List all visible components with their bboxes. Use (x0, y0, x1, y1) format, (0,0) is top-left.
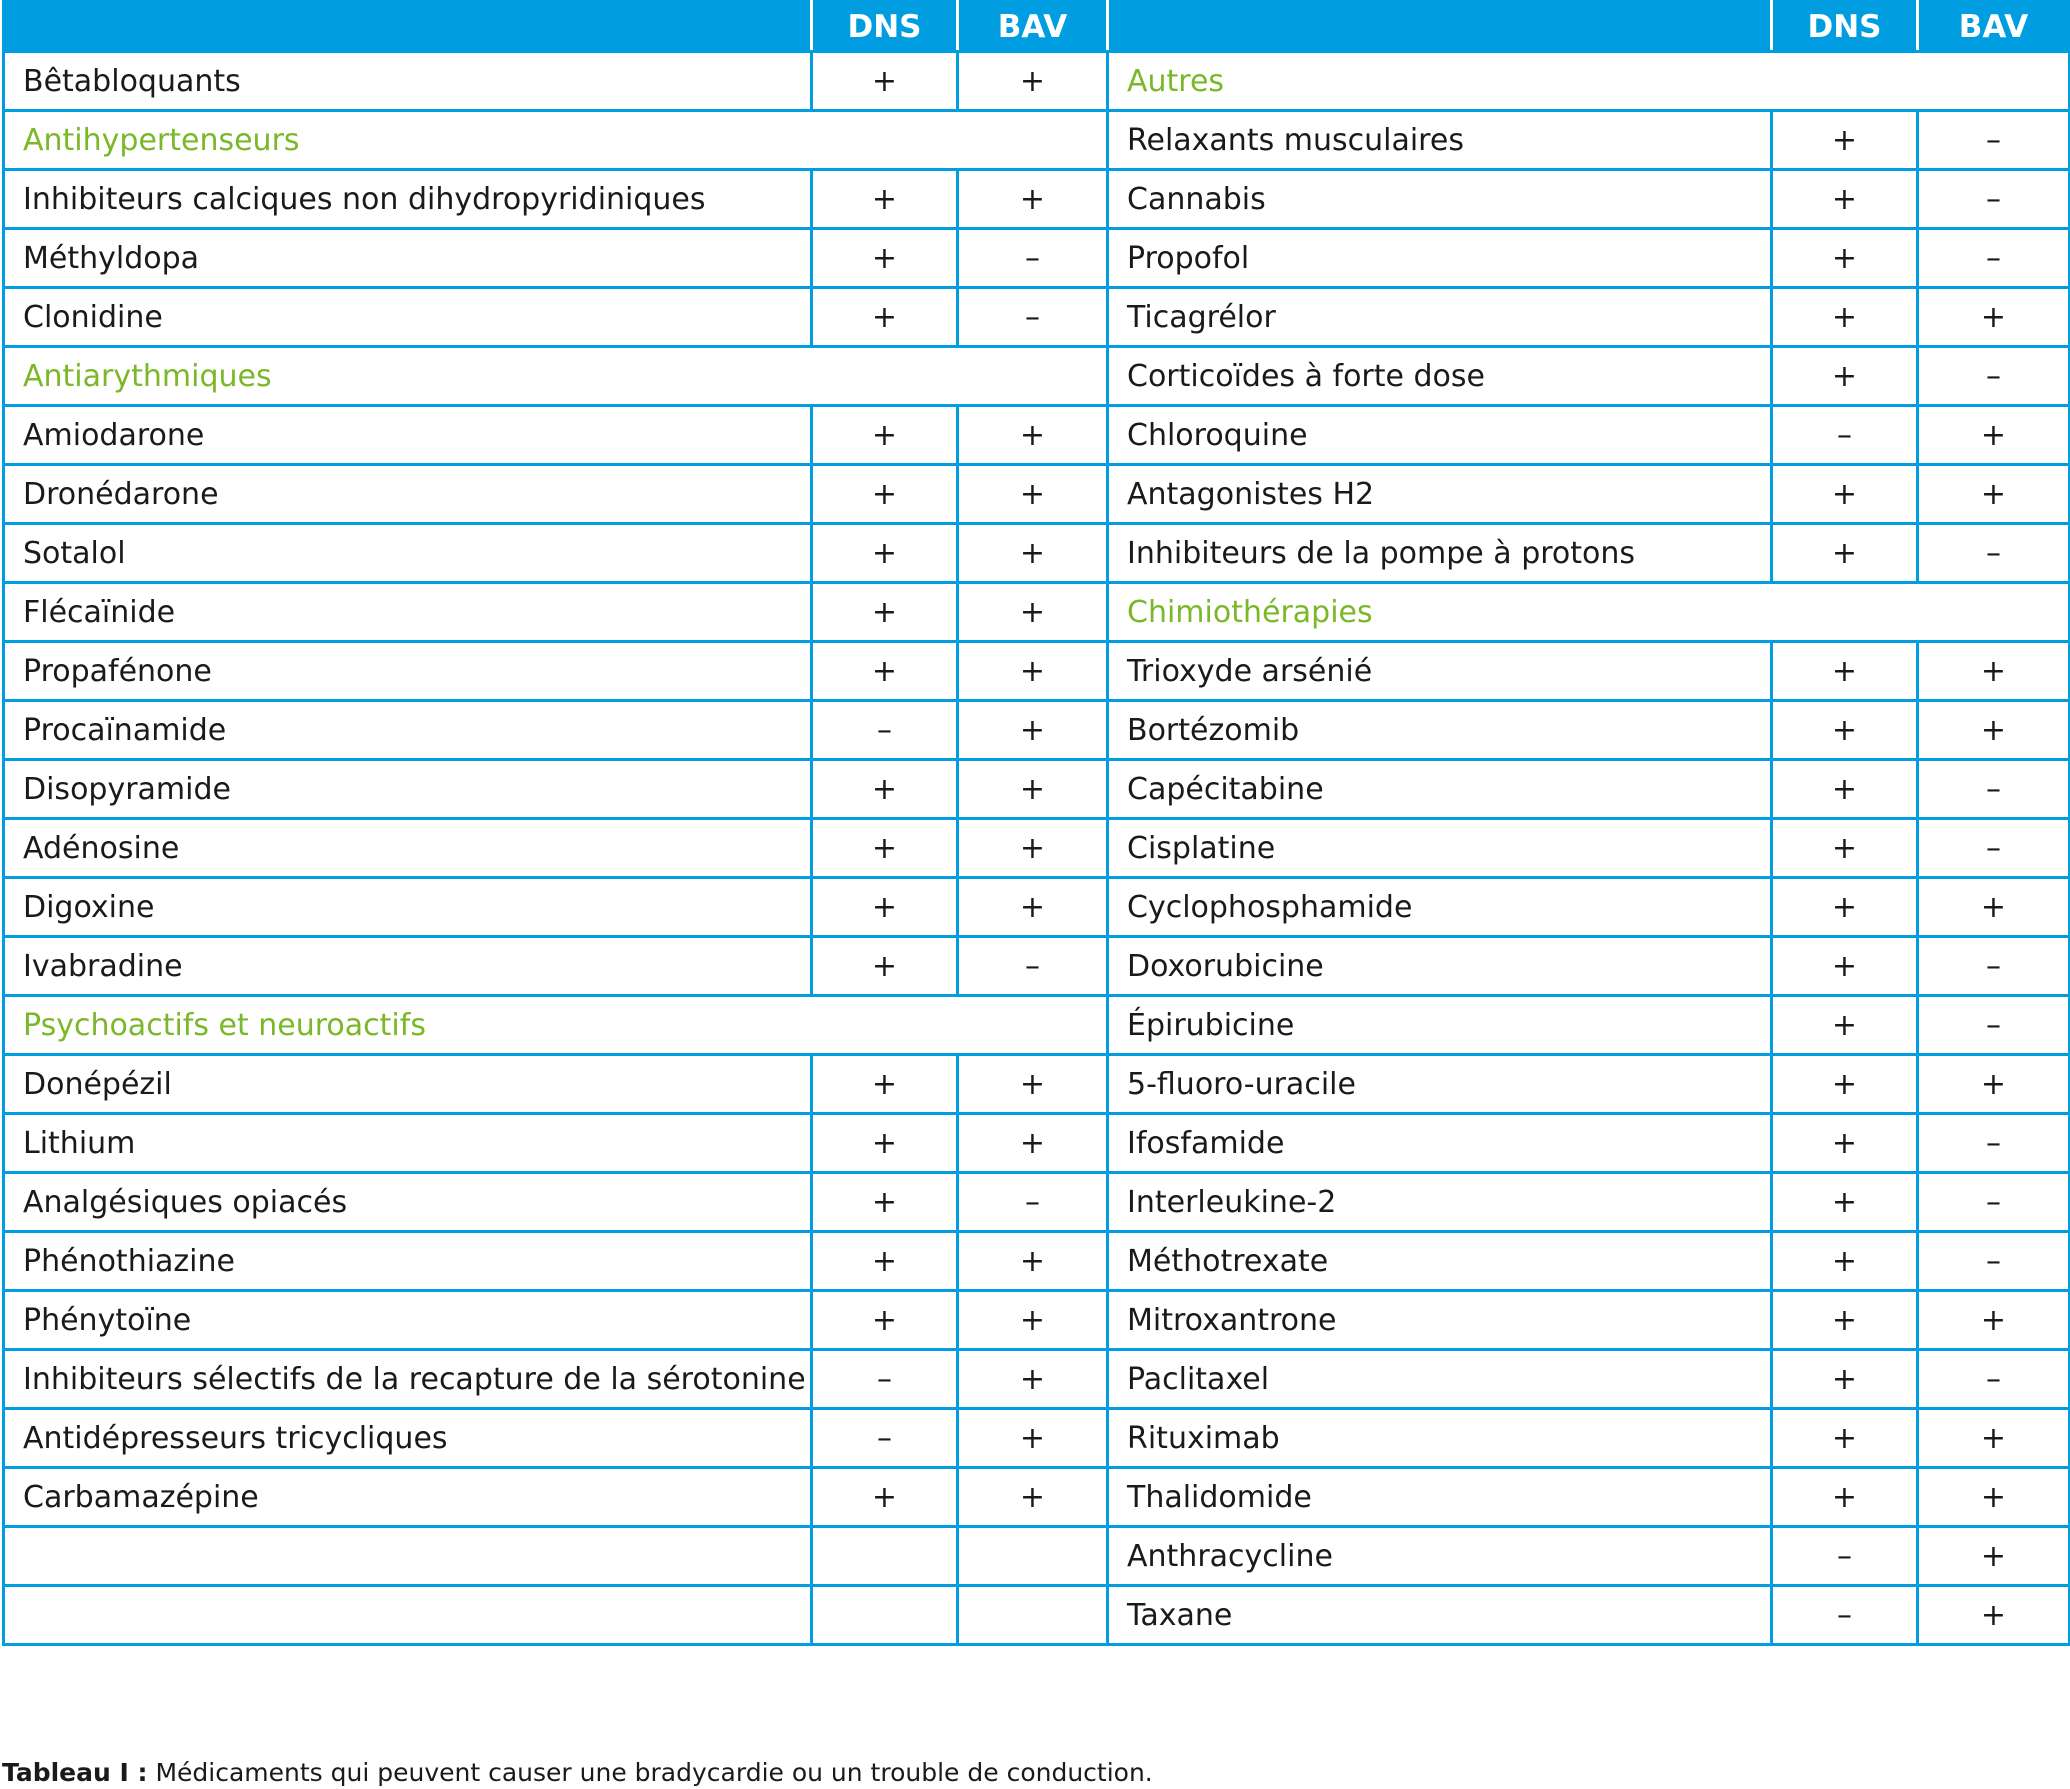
dns-mark-right: + (1772, 760, 1918, 819)
table-row (4, 1173, 2070, 1232)
table-row (4, 1055, 2070, 1114)
dns-mark-right: + (1772, 111, 1918, 170)
drug-name-left: Flécaïnide (4, 583, 812, 642)
dns-mark-right: + (1772, 1291, 1918, 1350)
bav-mark-left: + (958, 1468, 1108, 1527)
dns-mark-left: + (812, 52, 958, 111)
bav-mark-left: – (958, 288, 1108, 347)
bav-mark-left: + (958, 1114, 1108, 1173)
dns-mark-left: + (812, 760, 958, 819)
dns-mark-left: + (812, 878, 958, 937)
dns-mark-right: + (1772, 465, 1918, 524)
bav-mark-right: – (1918, 996, 2070, 1055)
dns-mark-left: + (812, 1468, 958, 1527)
table-row (4, 937, 2070, 996)
dns-mark-right: + (1772, 642, 1918, 701)
bav-mark-left: – (958, 937, 1108, 996)
drug-name-right: Paclitaxel (1108, 1350, 1772, 1409)
drug-name-left: Méthyldopa (4, 229, 812, 288)
table-row (4, 878, 2070, 937)
drug-name-right: Anthracycline (1108, 1527, 1772, 1586)
drug-name-left: Phénothiazine (4, 1232, 812, 1291)
dns-mark-right: + (1772, 996, 1918, 1055)
bav-mark-right: + (1918, 1291, 2070, 1350)
table-row (4, 1527, 2070, 1586)
dns-mark-left: + (812, 524, 958, 583)
drug-name-right: Interleukine-2 (1108, 1173, 1772, 1232)
drug-name-right: Ticagrélor (1108, 288, 1772, 347)
bav-mark-right: – (1918, 1173, 2070, 1232)
dns-mark-left: + (812, 465, 958, 524)
dns-mark-right: + (1772, 347, 1918, 406)
dns-mark-left (812, 1586, 958, 1645)
bav-mark-left: – (958, 229, 1108, 288)
bav-mark-left: + (958, 465, 1108, 524)
drug-name-left: Dronédarone (4, 465, 812, 524)
table-row (4, 701, 2070, 760)
bav-mark-right: + (1918, 1409, 2070, 1468)
bav-mark-right: + (1918, 878, 2070, 937)
table-row (4, 1468, 2070, 1527)
bav-mark-left: + (958, 1055, 1108, 1114)
dns-mark-left: – (812, 1409, 958, 1468)
bav-mark-right: – (1918, 229, 2070, 288)
caption-text: Médicaments qui peuvent causer une bradycardie ou un trouble de conduction. (147, 1758, 1153, 1787)
bav-mark-left: + (958, 170, 1108, 229)
drug-name-left: Inhibiteurs calciques non dihydropyridiniques (4, 170, 812, 229)
dns-mark-right: + (1772, 819, 1918, 878)
table-row (4, 819, 2070, 878)
drug-name-left: Bêtabloquants (4, 52, 812, 111)
drug-name-right: Épirubicine (1108, 996, 1772, 1055)
drug-name-left: Propafénone (4, 642, 812, 701)
dns-mark-left: + (812, 288, 958, 347)
dns-mark-left: + (812, 583, 958, 642)
table-row (4, 111, 2070, 170)
bav-mark-right: + (1918, 465, 2070, 524)
dns-mark-left: – (812, 1350, 958, 1409)
drug-name-left: Disopyramide (4, 760, 812, 819)
bav-mark-left: + (958, 1291, 1108, 1350)
bav-mark-left (958, 1527, 1108, 1586)
bav-mark-right: – (1918, 937, 2070, 996)
dns-mark-left: + (812, 1232, 958, 1291)
category-heading-left: Psychoactifs et neuroactifs (4, 996, 1108, 1055)
table-row (4, 1114, 2070, 1173)
dns-mark-right: + (1772, 1173, 1918, 1232)
drug-name-left: Analgésiques opiacés (4, 1173, 812, 1232)
bav-mark-left: + (958, 1409, 1108, 1468)
bav-mark-left: + (958, 524, 1108, 583)
table-row (4, 229, 2070, 288)
drug-name-left: Digoxine (4, 878, 812, 937)
caption-label: Tableau I : (2, 1758, 148, 1787)
bav-mark-right: + (1918, 406, 2070, 465)
drug-name-right: Inhibiteurs de la pompe à protons (1108, 524, 1772, 583)
table-row (4, 347, 2070, 406)
table-row (4, 1586, 2070, 1645)
dns-mark-left: + (812, 819, 958, 878)
dns-mark-left: + (812, 229, 958, 288)
table-body (4, 52, 2070, 1645)
bav-mark-left: + (958, 52, 1108, 111)
drug-name-left (4, 1586, 812, 1645)
table-row (4, 642, 2070, 701)
drug-name-left: Phénytoïne (4, 1291, 812, 1350)
table-caption (2, 1758, 1153, 1787)
bav-mark-right: – (1918, 170, 2070, 229)
bav-mark-right: + (1918, 288, 2070, 347)
table-row (4, 583, 2070, 642)
table-header-row (4, 2, 2070, 52)
header-dns-left: DNS (812, 2, 958, 52)
dns-mark-right: + (1772, 1114, 1918, 1173)
bav-mark-left (958, 1586, 1108, 1645)
drug-table (2, 0, 2070, 1646)
bav-mark-left: + (958, 1350, 1108, 1409)
bav-mark-right: – (1918, 347, 2070, 406)
dns-mark-right: + (1772, 701, 1918, 760)
drug-name-left: Lithium (4, 1114, 812, 1173)
drug-name-right: Méthotrexate (1108, 1232, 1772, 1291)
table-row (4, 465, 2070, 524)
table-row (4, 1291, 2070, 1350)
dns-mark-left: + (812, 1055, 958, 1114)
bav-mark-left: – (958, 1173, 1108, 1232)
bav-mark-right: – (1918, 760, 2070, 819)
bav-mark-right: – (1918, 524, 2070, 583)
dns-mark-right: + (1772, 524, 1918, 583)
bav-mark-left: + (958, 819, 1108, 878)
drug-name-right: Chloroquine (1108, 406, 1772, 465)
bav-mark-right: – (1918, 1232, 2070, 1291)
bav-mark-right: + (1918, 1468, 2070, 1527)
category-heading-left: Antihypertenseurs (4, 111, 1108, 170)
bav-mark-right: + (1918, 701, 2070, 760)
drug-name-right: 5-fluoro-uracile (1108, 1055, 1772, 1114)
drug-name-right: Cannabis (1108, 170, 1772, 229)
drug-name-right: Doxorubicine (1108, 937, 1772, 996)
table-row (4, 52, 2070, 111)
bav-mark-right: – (1918, 1114, 2070, 1173)
dns-mark-left: + (812, 642, 958, 701)
bav-mark-left: + (958, 583, 1108, 642)
table-row (4, 1409, 2070, 1468)
drug-name-right: Ifosfamide (1108, 1114, 1772, 1173)
dns-mark-right: + (1772, 1232, 1918, 1291)
drug-name-right: Trioxyde arsénié (1108, 642, 1772, 701)
category-heading-right: Chimiothérapies (1108, 583, 2070, 642)
header-blank-left (4, 2, 812, 52)
drug-name-left: Sotalol (4, 524, 812, 583)
bav-mark-right: + (1918, 1586, 2070, 1645)
drug-name-right: Bortézomib (1108, 701, 1772, 760)
dns-mark-right: + (1772, 878, 1918, 937)
drug-name-right: Mitroxantrone (1108, 1291, 1772, 1350)
drug-name-right: Relaxants musculaires (1108, 111, 1772, 170)
table-row (4, 1232, 2070, 1291)
bav-mark-right: – (1918, 111, 2070, 170)
bav-mark-right: – (1918, 1350, 2070, 1409)
drug-name-left: Procaïnamide (4, 701, 812, 760)
dns-mark-right: – (1772, 1586, 1918, 1645)
bav-mark-left: + (958, 760, 1108, 819)
table-row (4, 524, 2070, 583)
dns-mark-left: + (812, 937, 958, 996)
dns-mark-left: + (812, 406, 958, 465)
bav-mark-right: – (1918, 819, 2070, 878)
drug-name-right: Taxane (1108, 1586, 1772, 1645)
drug-name-left: Carbamazépine (4, 1468, 812, 1527)
dns-mark-left: + (812, 1114, 958, 1173)
bav-mark-left: + (958, 701, 1108, 760)
drug-name-right: Cyclophosphamide (1108, 878, 1772, 937)
dns-mark-right: + (1772, 1409, 1918, 1468)
table-row (4, 996, 2070, 1055)
drug-name-right: Antagonistes H2 (1108, 465, 1772, 524)
drug-name-right: Rituximab (1108, 1409, 1772, 1468)
table-row (4, 406, 2070, 465)
dns-mark-right: + (1772, 229, 1918, 288)
drug-name-right: Cisplatine (1108, 819, 1772, 878)
bav-mark-right: + (1918, 1055, 2070, 1114)
table-row (4, 1350, 2070, 1409)
dns-mark-left: + (812, 1173, 958, 1232)
dns-mark-left: + (812, 170, 958, 229)
drug-name-left: Antidépresseurs tricycliques (4, 1409, 812, 1468)
header-bav-left: BAV (958, 2, 1108, 52)
drug-name-left: Inhibiteurs sélectifs de la recapture de la sérotonine (4, 1350, 812, 1409)
dns-mark-right: + (1772, 1350, 1918, 1409)
category-heading-right: Autres (1108, 52, 2070, 111)
drug-name-right: Corticoïdes à forte dose (1108, 347, 1772, 406)
bav-mark-right: + (1918, 642, 2070, 701)
bav-mark-right: + (1918, 1527, 2070, 1586)
dns-mark-left: + (812, 1291, 958, 1350)
dns-mark-right: + (1772, 937, 1918, 996)
dns-mark-left (812, 1527, 958, 1586)
dns-mark-right: + (1772, 170, 1918, 229)
dns-mark-right: – (1772, 406, 1918, 465)
drug-name-left (4, 1527, 812, 1586)
dns-mark-left: – (812, 701, 958, 760)
table-row (4, 288, 2070, 347)
drug-name-left: Ivabradine (4, 937, 812, 996)
drug-name-left: Amiodarone (4, 406, 812, 465)
drug-name-left: Clonidine (4, 288, 812, 347)
table-row (4, 760, 2070, 819)
bav-mark-left: + (958, 642, 1108, 701)
drug-name-left: Donépézil (4, 1055, 812, 1114)
dns-mark-right: – (1772, 1527, 1918, 1586)
drug-name-right: Capécitabine (1108, 760, 1772, 819)
category-heading-left: Antiarythmiques (4, 347, 1108, 406)
dns-mark-right: + (1772, 288, 1918, 347)
header-dns-right: DNS (1772, 2, 1918, 52)
dns-mark-right: + (1772, 1055, 1918, 1114)
bav-mark-left: + (958, 406, 1108, 465)
bav-mark-left: + (958, 878, 1108, 937)
header-bav-right: BAV (1918, 2, 2070, 52)
drug-name-left: Adénosine (4, 819, 812, 878)
drug-name-right: Propofol (1108, 229, 1772, 288)
dns-mark-right: + (1772, 1468, 1918, 1527)
table-row (4, 170, 2070, 229)
header-blank-right (1108, 2, 1772, 52)
drug-name-right: Thalidomide (1108, 1468, 1772, 1527)
bav-mark-left: + (958, 1232, 1108, 1291)
